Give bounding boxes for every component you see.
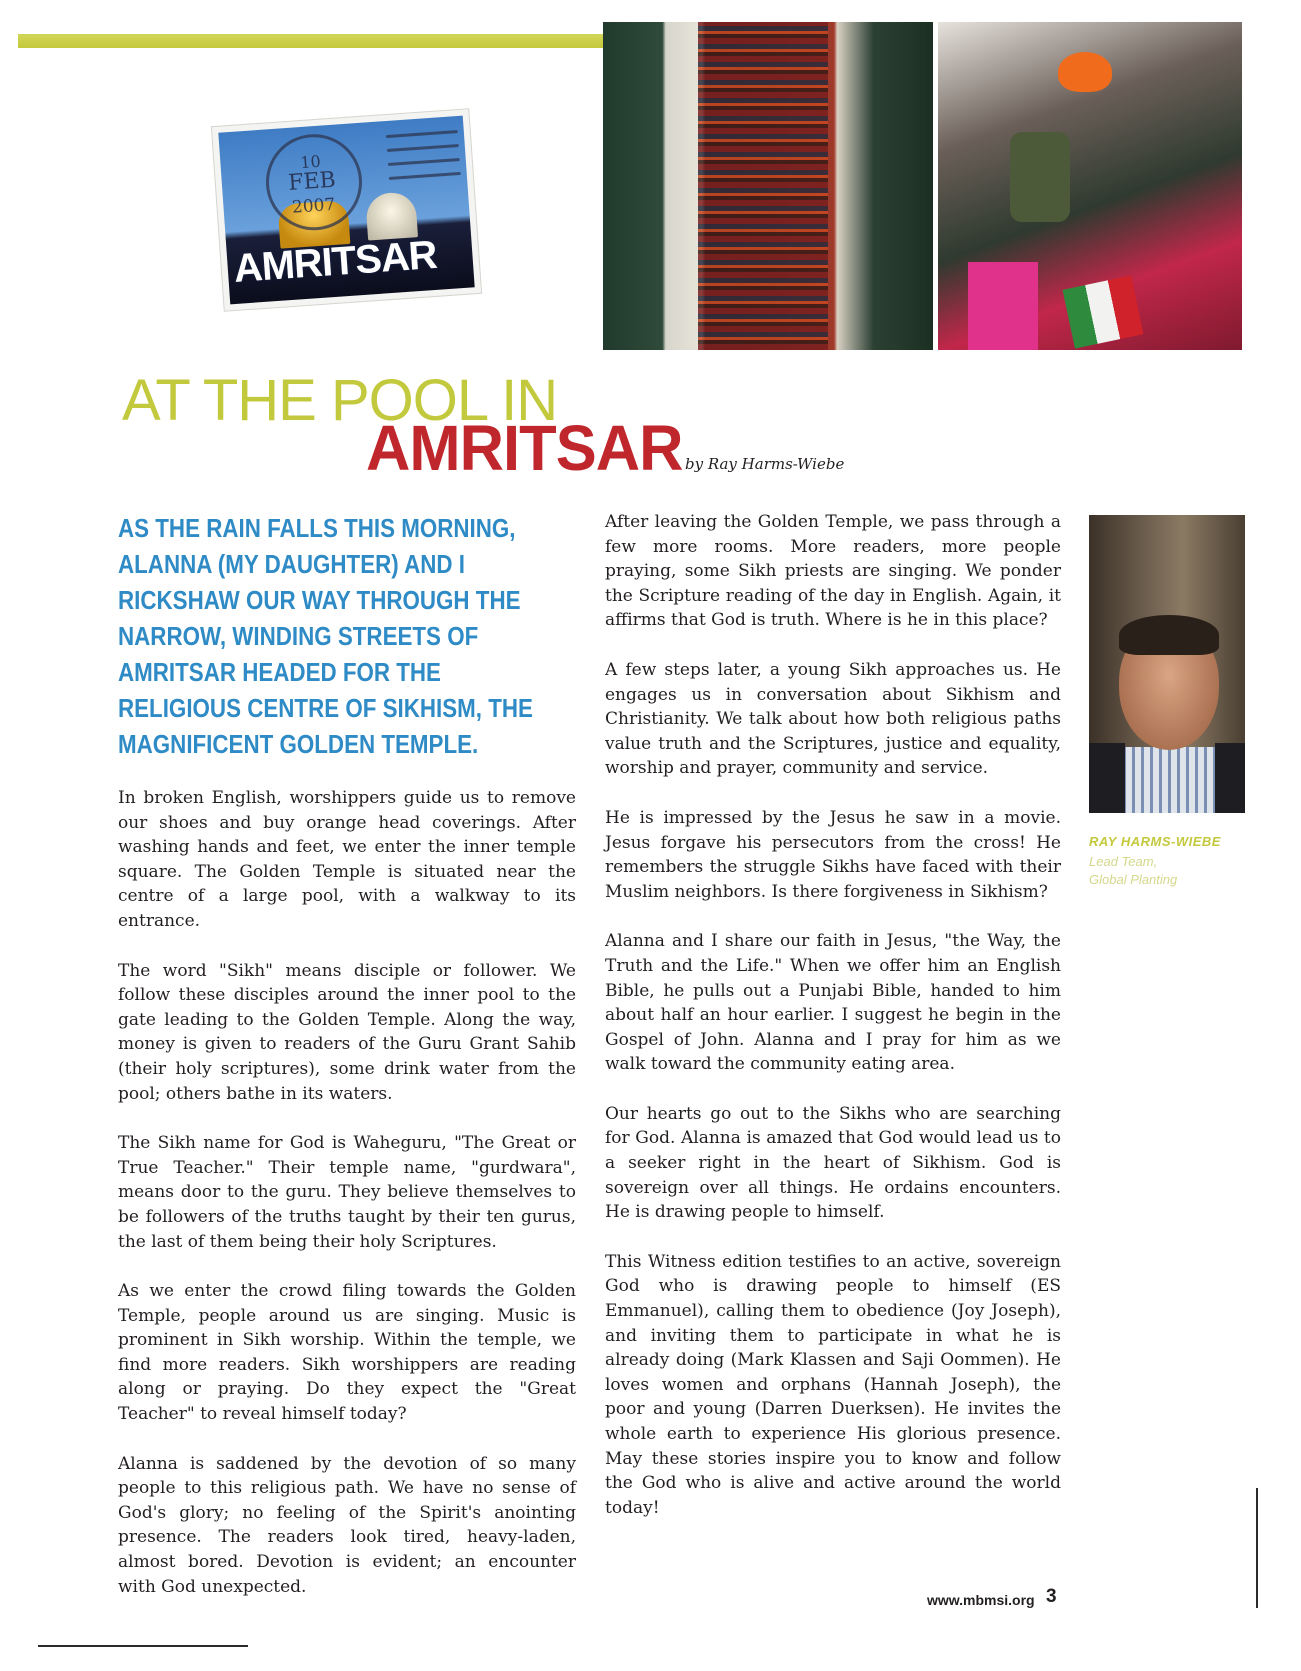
- article-column-1: [118, 510, 576, 1624]
- body-paragraph: Alanna is saddened by the devotion of so many people to this religious path. We have no sense of God's glory; no feeling of the Spirit's anointing presence. The readers look tired, heavy-laden, almost bored. Devotion is evident; an encounter with God unexpected.: [118, 1453, 576, 1597]
- stamp-city-label: AMRITSAR: [232, 232, 438, 291]
- cancel-wave-line: [386, 130, 458, 138]
- lead-paragraph: AS THE RAIN FALLS THIS MORNING, ALANNA (MY DAUGHTER) AND I RICKSHAW OUR WAY THROUGH THE NARROW, WINDING STREETS OF AMRITSAR HEADED FOR THE RELIGIOUS CENTRE OF SIKHISM, THE MAGNIFICENT GOLDEN TEMPLE.: [118, 513, 533, 759]
- postmark-text: [270, 152, 354, 221]
- byline: by Ray Harms-Wiebe: [685, 455, 845, 473]
- pink-garment: [968, 262, 1038, 350]
- body-paragraph: In broken English, worshippers guide us to remove our shoes and buy orange head coverings. After washing hands and feet, we enter the inner temple square. The Golden Temple is situated near the centre of a large pool, with a walkway to its entrance.: [118, 788, 576, 931]
- body-paragraph: Alanna and I share our faith in Jesus, "the Way, the Truth and the Life." When we offer him an English Bible, he pulls out a Punjabi Bible, handed to him about half an hour earlier. I suggest he begin in the Gospel of John. Alanna and I pray for him as we walk toward the community eating area.: [605, 931, 1061, 1075]
- body-paragraph: Our hearts go out to the Sikhs who are searching for God. Alanna is amazed that God would lead us to a seeker right in the heart of Sikhism. God is sovereign over all things. He ordains encounters. He is drawing people to himself.: [605, 1103, 1061, 1223]
- top-accent-bar: [18, 34, 603, 48]
- body-paragraph: After leaving the Golden Temple, we pass through a few more rooms. More readers, more people praying, some Sikh priests are singing. We ponder the Scripture reading of the day in English. Again, it affirms that God is truth. Where is he in this place?: [605, 512, 1061, 631]
- headline-line1: AT THE POOL IN: [122, 368, 558, 433]
- patterned-bag: [1063, 275, 1144, 348]
- page-edge-rule: [1256, 1488, 1258, 1608]
- postmark-day: 10: [299, 151, 322, 173]
- jacket: [1215, 743, 1245, 813]
- jacket: [1089, 743, 1125, 813]
- body-paragraph: This Witness edition testifies to an active, sovereign God who is drawing people to himself (ES Emmanuel), calling them to obedience (Joy Joseph), and inviting them to participate in what he is already doing (Mark Klassen and Saji Oommen). He loves women and orphans (Hannah Joseph), the poor and young (Darren Duerksen). He invites the whole earth to experience His glorious presence. May these stories inspire you to know and follow the God who is alive and active around the world today!: [605, 1251, 1061, 1518]
- postage-stamp-image: [212, 109, 481, 310]
- cancel-wave-line: [388, 158, 460, 166]
- page-number: 3: [1046, 1586, 1057, 1607]
- author-role-line1: Lead Team,: [1089, 854, 1158, 869]
- author-role-line2: Global Planting: [1089, 872, 1178, 887]
- temple-walkway-crowd-photo: [603, 22, 933, 350]
- backpack: [1010, 132, 1070, 222]
- body-paragraph: A few steps later, a young Sikh approaches us. He engages us in conversation about Sikhism and Christianity. We talk about how both religious paths value truth and the Scriptures, justice and equality, worship and prayer, community and service.: [605, 659, 1061, 779]
- worshippers-photo: [938, 22, 1242, 350]
- body-paragraph: He is impressed by the Jesus he saw in a movie. Jesus forgave his persecutors from the cross! He remembers the struggle Sikhs have faced with their Muslim neighbors. Is there forgiveness in Sikhism?: [605, 807, 1061, 902]
- body-paragraph: The word "Sikh" means disciple or follower. We follow these disciples around the inner pool to the gate leading to the Golden Temple. Along the way, money is given to readers of the Guru Grant Sahib (their holy scriptures), some drink water from the pool; others bathe in its waters.: [118, 960, 576, 1104]
- cancel-wave-line: [389, 172, 461, 180]
- cancel-wave-line: [387, 144, 459, 152]
- author-name: RAY HARMS-WIEBE: [1089, 834, 1221, 849]
- postmark-month: FEB: [287, 167, 337, 196]
- footer-rule: [38, 1645, 248, 1647]
- orange-head-covering: [1058, 52, 1112, 92]
- white-dome-illustration: [365, 191, 418, 240]
- author-portrait: [1089, 515, 1245, 813]
- article-column-2: [605, 510, 1061, 1545]
- crowd-on-walkway: [698, 22, 828, 350]
- body-paragraph: The Sikh name for God is Waheguru, "The Great or True Teacher." Their temple name, "gurdwara", means door to the guru. They believe themselves to be followers of the truths taught by their ten gurus, the last of them being their holy Scriptures.: [118, 1133, 576, 1252]
- body-paragraph: As we enter the crowd filing towards the Golden Temple, people around us are singing. Music is prominent in Sikh worship. Within the temple, we find more readers. Sikh worshippers are reading along or praying. Do they expect the "Great Teacher" to reveal himself today?: [118, 1281, 576, 1425]
- postmark-year: 2007: [291, 194, 336, 218]
- hair: [1119, 615, 1219, 655]
- headline-line2: AMRITSAR: [366, 412, 683, 484]
- footer-url: www.mbmsi.org: [927, 1592, 1035, 1608]
